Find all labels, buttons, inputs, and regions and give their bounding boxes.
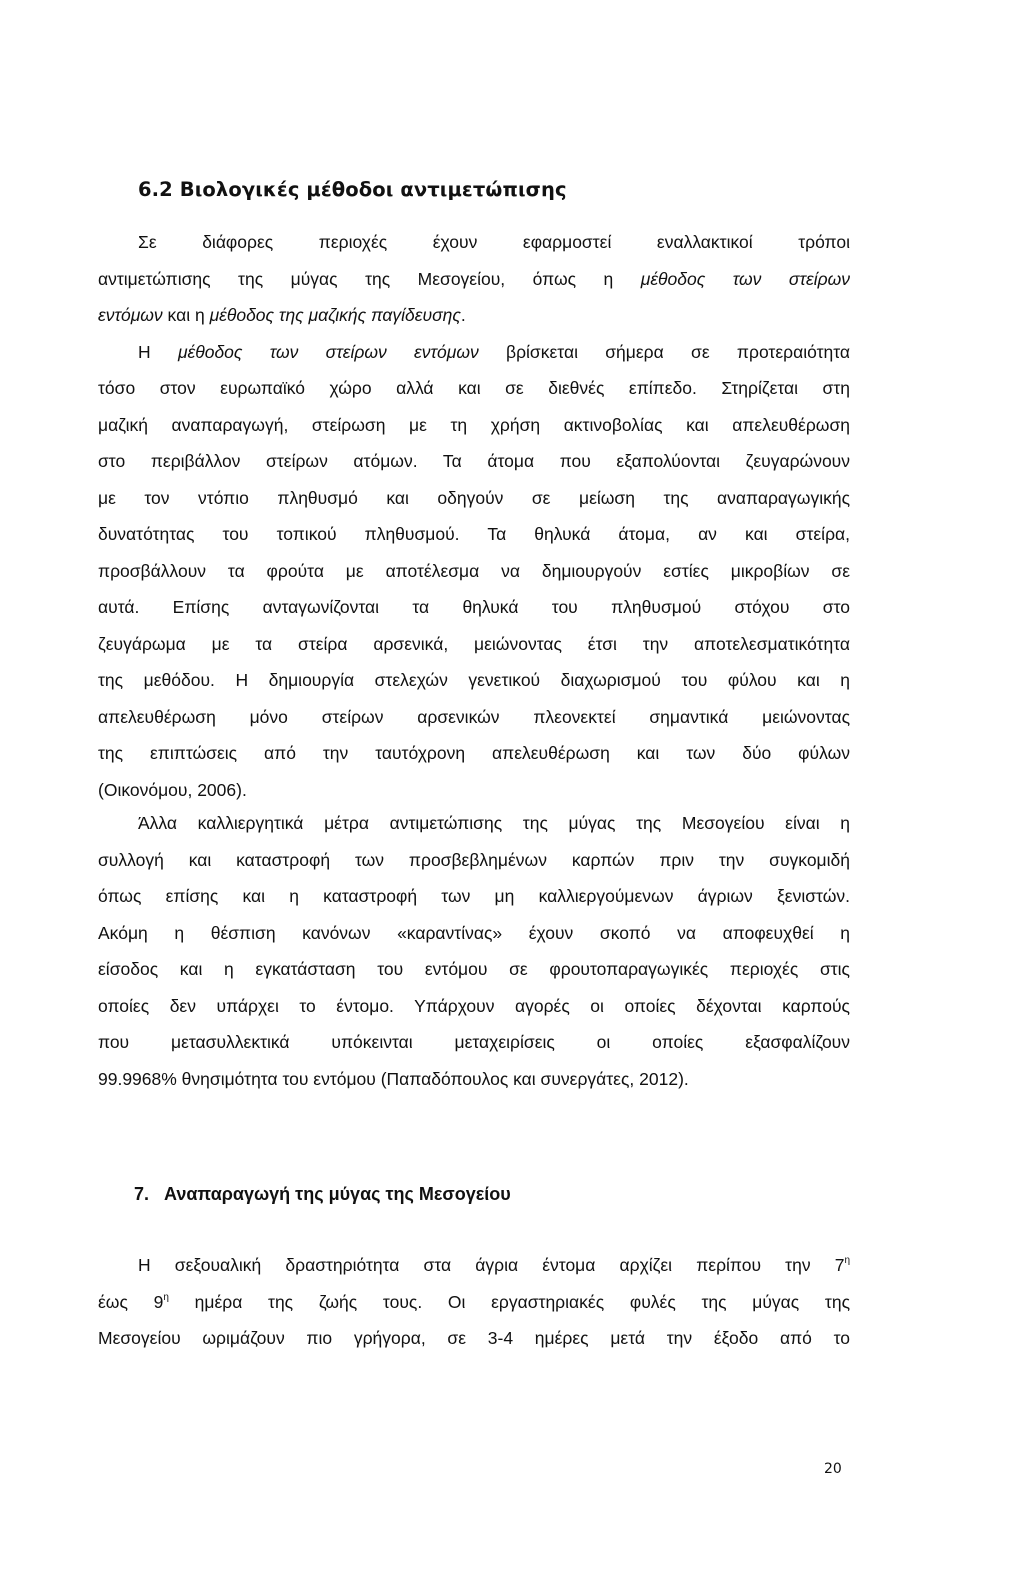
text-line: συλλογή και καταστροφή των προσβεβλημένων καρπών πριν την συγκομιδή [98, 849, 850, 870]
section-title: Αναπαραγωγή της μύγας της Μεσογείου [164, 1184, 511, 1204]
text-line: αυτά. Επίσης ανταγωνίζονται τα θηλυκά του πληθυσμού στόχου στο [98, 597, 850, 617]
text-line: Άλλα καλλιεργητικά μέτρα αντιμετώπισης της μύγας της Μεσογείου είναι η [138, 813, 850, 833]
text-line: της μεθόδου. Η δημιουργία στελεχών γενετικού διαχωρισμού του φύλου και η [98, 670, 850, 690]
text-line: της επιπτώσεις από την ταυτόχρονη απελευθέρωση και των δύο φύλων [98, 743, 850, 763]
text-line: που μετασυλλεκτικά υπόκεινται μεταχειρίσεις οι οποίες εξασφαλίζουν [98, 1032, 850, 1052]
text-line: με τον ντόπιο πληθυσμό και οδηγούν σε μείωση της αναπαραγωγικής [98, 487, 850, 508]
text-line: αντιμετώπισης της μύγας της Μεσογείου, όπως η μέθοδος των στείρων [98, 268, 850, 289]
text-line: Η μέθοδος των στείρων εντόμων βρίσκεται σήμερα σε προτεραιότητα [138, 341, 851, 362]
text-line: είσοδος και η εγκατάσταση του εντόμου σε φρουτοπαραγωγικές περιοχές στις [98, 959, 850, 979]
text-line: (Οικονόμου, 2006). [98, 779, 247, 800]
text-line: όπως επίσης και η καταστροφή των μη καλλιεργούμενων άγριων ξενιστών. [98, 886, 850, 906]
text-line: τόσο στον ευρωπαϊκό χώρο αλλά και σε διεθνές επίπεδο. Στηρίζεται στη [98, 378, 850, 398]
text-line: απελευθέρωση μόνο στείρων αρσενικών πλεονεκτεί σημαντικά μειώνοντας [98, 706, 850, 727]
paragraph [98, 805, 850, 1097]
text-line: Ακόμη η θέσπιση κανόνων «καραντίνας» έχουν σκοπό να αποφευχθεί η [98, 922, 850, 943]
text-line: προσβάλλουν τα φρούτα με αποτέλεσμα να δημιουργούν εστίες μικροβίων σε [98, 560, 850, 581]
text-line: στο περιβάλλον στείρων ατόμων. Τα άτομα που εξαπολύονται ζευγαρώνουν [98, 451, 850, 471]
text-line: οποίες δεν υπάρχει το έντομο. Υπάρχουν αγορές οι οποίες δέχονται καρπούς [98, 995, 850, 1016]
paragraph [98, 1247, 850, 1357]
text-line: Η σεξουαλική δραστηριότητα στα άγρια έντομα αρχίζει περίπου την $7^\eta$ [138, 1255, 850, 1275]
section-heading [134, 1184, 511, 1205]
text-line: εντόμων και η μέθοδος της μαζικής παγίδευσης. [98, 305, 466, 325]
text-line: Μεσογείου ωριμάζουν πιο γρήγορα, σε 3-4 ημέρες μετά την έξοδο από το [98, 1328, 850, 1348]
section-number: 7. [134, 1184, 150, 1204]
text-line: 99.9968% θνησιμότητα του εντόμου (Παπαδόπουλος και συνεργάτες, 2012). [98, 1068, 689, 1089]
text-line: ζευγάρωμα με τα στείρα αρσενικά, μειώνοντας έτσι την αποτελεσματικότητα [98, 633, 850, 654]
page-number: 20 [824, 1461, 842, 1477]
text-line: έως $9^\eta$ ημέρα της ζωής τους. Οι εργαστηριακές φυλές της μύγας της [98, 1291, 851, 1312]
text-line: μαζική αναπαραγωγή, στείρωση με τη χρήση ακτινοβολίας και απελευθέρωση [98, 414, 850, 435]
paragraph [98, 224, 850, 808]
text-line: δυνατότητας του τοπικού πληθυσμού. Τα θηλυκά άτομα, αν και στείρα, [98, 524, 850, 544]
section-heading: 6.2 Βιολογικές μέθοδοι αντιμετώπισης [138, 178, 567, 201]
text-line: Σε διάφορες περιοχές έχουν εφαρμοστεί εναλλακτικοί τρόποι [138, 232, 850, 252]
